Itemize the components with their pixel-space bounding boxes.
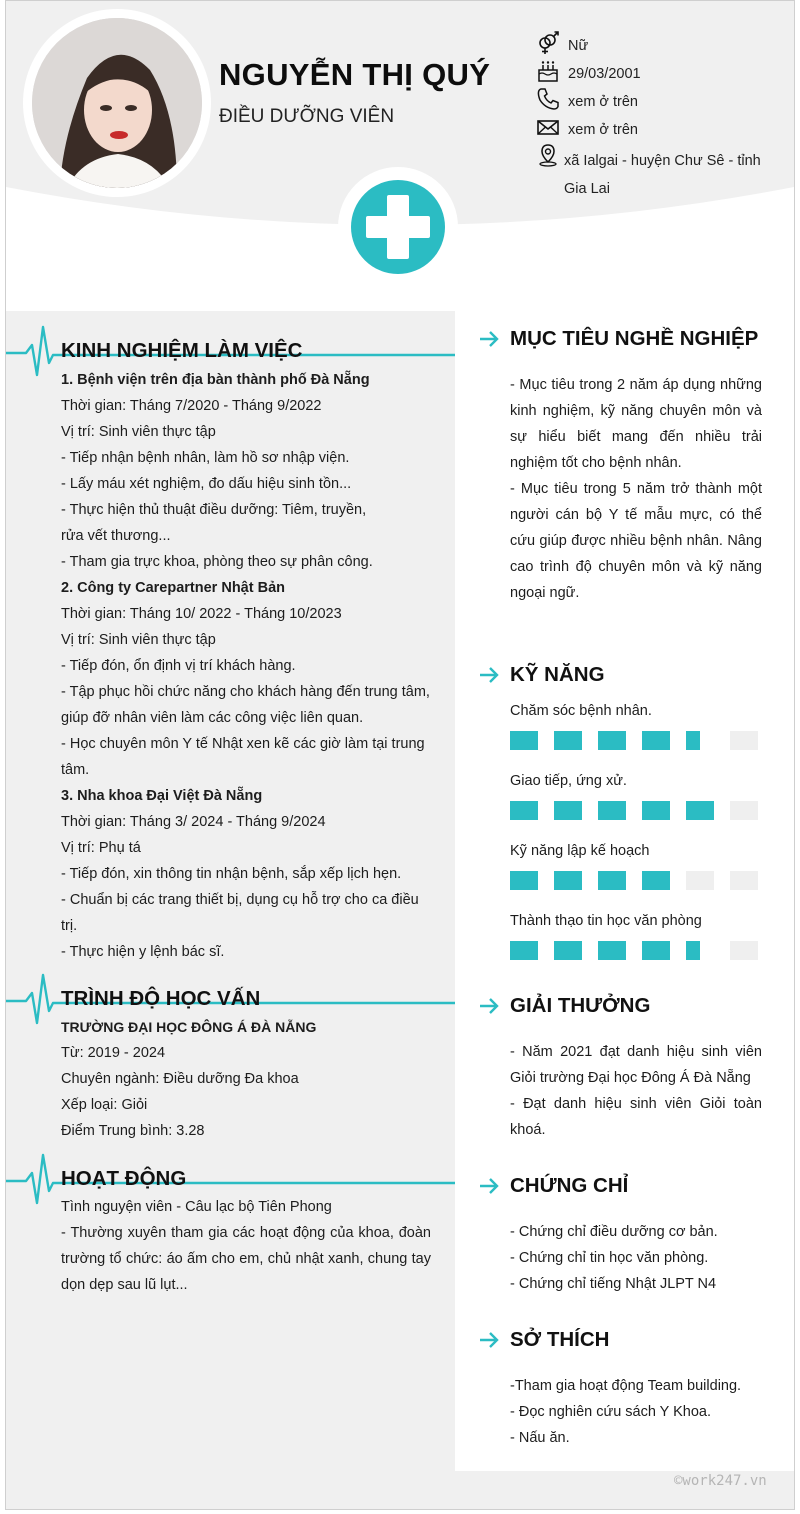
left-column xyxy=(6,311,455,1471)
skill-segment xyxy=(730,871,758,890)
section-header-certificates xyxy=(475,1168,775,1208)
avatar-frame xyxy=(23,9,211,197)
section-header-hobbies xyxy=(475,1322,775,1362)
awards-list xyxy=(510,1039,762,1143)
skill-segment xyxy=(730,731,758,750)
skill-segment xyxy=(554,871,582,890)
skill-rating xyxy=(510,871,770,891)
skill-segment xyxy=(686,801,714,820)
skill-segment xyxy=(554,941,582,960)
job-task: - Tham gia trực khoa, phòng theo sự phân công. xyxy=(61,554,373,570)
candidate-job-title: ĐIỀU DƯỠNG VIÊN xyxy=(219,106,395,127)
skill-segment xyxy=(598,731,626,750)
job-position: Vị trí: Sinh viên thực tập xyxy=(61,424,216,440)
objective-item: - Mục tiêu trong 2 năm áp dụng những kinh nghiệm, kỹ năng chuyên môn và sự hiểu biết mang đến nhiều trải nghiệm tốt cho bệnh nhân. xyxy=(510,377,762,471)
job-task: - Tập phục hồi chức năng cho khách hàng đến trung tâm, giúp đỡ nhân viên làm các công việc liên quan. xyxy=(61,684,430,726)
candidate-name: NGUYỄN THỊ QUÝ xyxy=(219,57,491,92)
school-name: TRƯỜNG ĐẠI HỌC ĐÔNG Á ĐÀ NẴNG xyxy=(61,1019,317,1035)
section-header-skills xyxy=(475,657,775,697)
arrow-right-icon xyxy=(479,329,499,349)
section-title: MỤC TIÊU NGHỀ NGHIỆP xyxy=(510,327,759,350)
hobby-item: -Tham gia hoạt động Team building. xyxy=(510,1378,742,1394)
section-header-objective xyxy=(475,321,775,361)
arrow-right-icon xyxy=(479,1330,499,1350)
award-item: - Đạt danh hiệu sinh viên Giỏi toàn khoá. xyxy=(510,1096,762,1138)
skill-label: Chăm sóc bệnh nhân. xyxy=(510,703,652,719)
location-pin-icon xyxy=(536,143,560,167)
skill-segment xyxy=(642,941,670,960)
job-task: - Tiếp nhận bệnh nhân, làm hồ sơ nhập viện. xyxy=(61,450,350,466)
envelope-icon xyxy=(536,115,560,139)
job-position: Vị trí: Phụ tá xyxy=(61,840,141,856)
job-time: Thời gian: Tháng 3/ 2024 - Tháng 9/2024 xyxy=(61,814,326,830)
objective-text xyxy=(510,372,762,606)
skill-segment xyxy=(598,871,626,890)
certificate-item: - Chứng chỉ tiếng Nhật JLPT N4 xyxy=(510,1276,717,1292)
hobby-item: - Nấu ăn. xyxy=(510,1430,570,1446)
phone-value: xem ở trên xyxy=(568,94,638,110)
activity-item: Tình nguyện viên - Câu lạc bộ Tiên Phong xyxy=(61,1199,332,1215)
education-rank: Xếp loại: Giỏi xyxy=(61,1097,148,1113)
education-period: Từ: 2019 - 2024 xyxy=(61,1045,166,1061)
skill-rating xyxy=(510,801,770,821)
section-title: KINH NGHIỆM LÀM VIỆC xyxy=(61,339,303,362)
education-gpa: Điểm Trung bình: 3.28 xyxy=(61,1123,205,1139)
skill-segment xyxy=(510,871,538,890)
hobby-item: - Đọc nghiên cứu sách Y Khoa. xyxy=(510,1404,712,1420)
cv-header xyxy=(6,1,794,311)
skill-segment xyxy=(510,801,538,820)
skill-segment xyxy=(554,801,582,820)
job-name: 2. Công ty Carepartner Nhật Bản xyxy=(61,580,285,596)
contact-phone xyxy=(536,87,786,115)
contact-gender xyxy=(536,31,786,59)
avatar xyxy=(32,18,202,188)
section-title: CHỨNG CHỈ xyxy=(510,1174,629,1197)
arrow-right-icon xyxy=(479,665,499,685)
job-task: - Lấy máu xét nghiệm, đo dấu hiệu sinh tồn... xyxy=(61,476,352,492)
gender-icon xyxy=(536,31,560,55)
skill-segment xyxy=(642,731,670,750)
watermark-text: ©work247.vn xyxy=(674,1473,767,1489)
skill-segment xyxy=(686,941,700,960)
right-column xyxy=(455,311,794,1471)
job-task: - Học chuyên môn Y tế Nhật xen kẽ các giờ làm tại trung tâm. xyxy=(61,736,425,778)
certificate-item: - Chứng chỉ điều dưỡng cơ bản. xyxy=(510,1224,718,1240)
skill-label: Thành thạo tin học văn phòng xyxy=(510,913,702,929)
activity-item: - Thường xuyên tham gia các hoạt động của khoa, đoàn trường tổ chức: áo ấm cho em, chủ nhật xanh, chung tay dọn dẹp sau lũ lụt... xyxy=(61,1225,431,1293)
education-major: Chuyên ngành: Điều dưỡng Đa khoa xyxy=(61,1071,299,1087)
skill-label: Kỹ năng lập kế hoạch xyxy=(510,843,650,859)
job-time: Thời gian: Tháng 7/2020 - Tháng 9/2022 xyxy=(61,398,322,414)
skill-segment xyxy=(510,731,538,750)
certificate-item: - Chứng chỉ tin học văn phòng. xyxy=(510,1250,709,1266)
medical-emblem xyxy=(338,167,458,287)
skill-segment xyxy=(642,801,670,820)
email-value: xem ở trên xyxy=(568,122,638,138)
skill-segment xyxy=(554,731,582,750)
skill-segment xyxy=(642,871,670,890)
job-task: - Thực hiện y lệnh bác sĩ. xyxy=(61,944,225,960)
section-title: GIẢI THƯỞNG xyxy=(510,994,651,1017)
experience-list xyxy=(61,367,431,965)
medical-cross-icon xyxy=(351,180,445,274)
section-title: TRÌNH ĐỘ HỌC VẤN xyxy=(61,987,261,1010)
cv-page xyxy=(5,0,795,1510)
award-item: - Năm 2021 đạt danh hiệu sinh viên Giỏi trường Đại học Đông Á Đà Nẵng xyxy=(510,1044,762,1086)
arrow-right-icon xyxy=(479,996,499,1016)
certificates-list xyxy=(510,1219,762,1297)
skill-segment xyxy=(686,871,714,890)
contact-address xyxy=(536,143,786,199)
job-name: 3. Nha khoa Đại Việt Đà Nẵng xyxy=(61,788,263,804)
skill-segment xyxy=(598,801,626,820)
section-title: HOẠT ĐỘNG xyxy=(61,1167,187,1190)
section-title: KỸ NĂNG xyxy=(510,663,605,686)
job-task: - Tiếp đón, ổn định vị trí khách hàng. xyxy=(61,658,296,674)
skill-segment xyxy=(730,941,758,960)
contact-email xyxy=(536,115,786,143)
job-name: 1. Bệnh viện trên địa bàn thành phố Đà Nẵng xyxy=(61,372,370,388)
birthday-value: 29/03/2001 xyxy=(568,66,641,82)
skill-item xyxy=(510,843,770,903)
address-value: xã Ialgai - huyện Chư Sê - tỉnh Gia Lai xyxy=(564,153,761,197)
skill-segment xyxy=(686,731,700,750)
skill-segment xyxy=(510,941,538,960)
skill-rating xyxy=(510,731,770,751)
gender-value: Nữ xyxy=(568,38,589,54)
objective-item: - Mục tiêu trong 5 năm trở thành một người cán bộ Y tế mẫu mực, có thể cứu giúp được nhiều bệnh nhân. Nâng cao trình độ chuyên môn và kỹ năng ngoại ngữ. xyxy=(510,481,762,601)
section-header-awards xyxy=(475,988,775,1028)
skill-item xyxy=(510,773,770,833)
job-task: - Tiếp đón, xin thông tin nhận bệnh, sắp xếp lịch hẹn. xyxy=(61,866,402,882)
education-details xyxy=(61,1014,431,1144)
arrow-right-icon xyxy=(479,1176,499,1196)
hobbies-list xyxy=(510,1373,762,1451)
section-title: SỞ THÍCH xyxy=(510,1328,610,1351)
phone-icon xyxy=(536,87,560,111)
job-task: - Thực hiện thủ thuật điều dưỡng: Tiêm, truyền, rửa vết thương... xyxy=(61,502,367,544)
skill-item xyxy=(510,703,770,763)
skill-segment xyxy=(730,801,758,820)
skill-rating xyxy=(510,941,770,961)
activities-list xyxy=(61,1194,431,1298)
job-time: Thời gian: Tháng 10/ 2022 - Tháng 10/2023 xyxy=(61,606,342,622)
birthday-cake-icon xyxy=(536,59,560,83)
contact-info xyxy=(536,31,786,199)
skill-segment xyxy=(598,941,626,960)
job-position: Vị trí: Sinh viên thực tập xyxy=(61,632,216,648)
skill-label: Giao tiếp, ứng xử. xyxy=(510,773,627,789)
contact-birthday xyxy=(536,59,786,87)
job-task: - Chuẩn bị các trang thiết bị, dụng cụ hỗ trợ cho ca điều trị. xyxy=(61,892,419,934)
skill-item xyxy=(510,913,770,973)
